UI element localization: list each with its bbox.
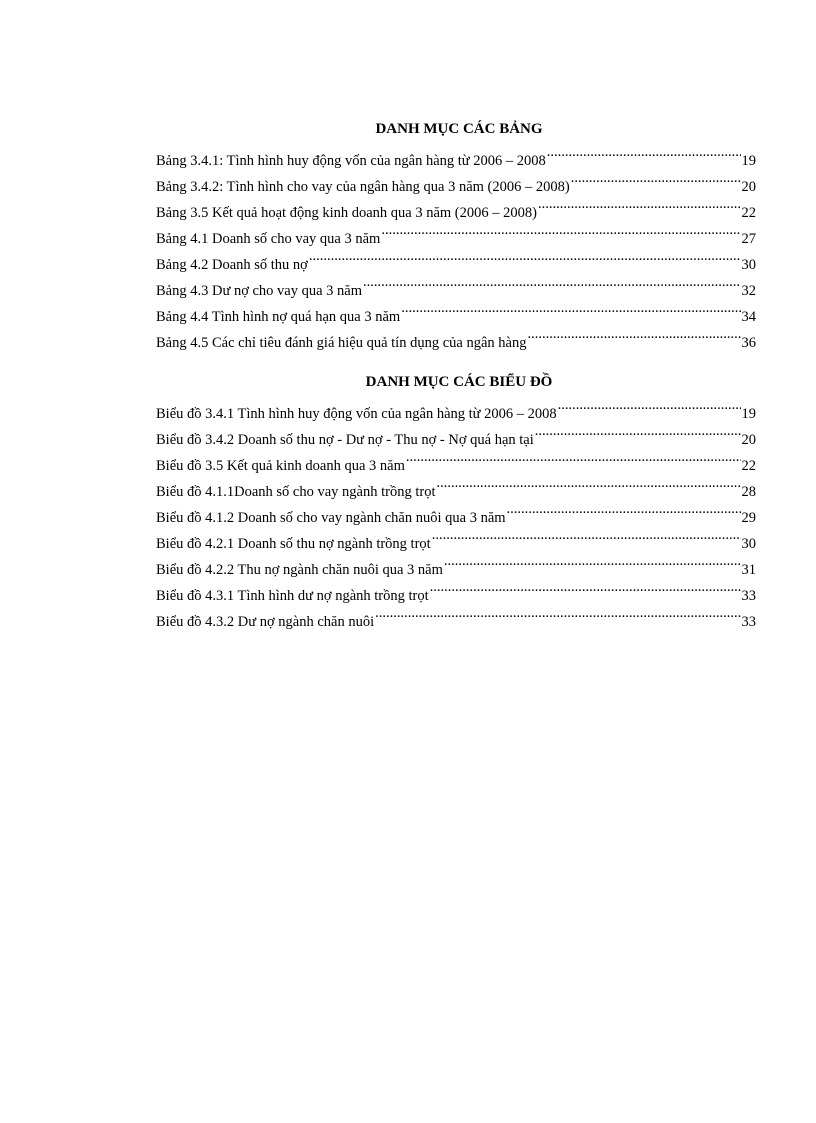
toc-entry-label: Bảng 4.5 Các chỉ tiêu đánh giá hiệu quả tín dụng của ngân hàng xyxy=(156,335,527,351)
dot-leader xyxy=(437,470,741,496)
toc-entry-label: Bảng 4.2 Doanh số thu nợ xyxy=(156,257,308,273)
toc-entry-page: 29 xyxy=(741,510,756,526)
toc-entry-page: 22 xyxy=(741,205,756,221)
toc-entry-page: 30 xyxy=(741,257,756,273)
charts-list xyxy=(156,392,756,630)
dot-leader xyxy=(444,548,741,574)
document-page xyxy=(156,119,756,630)
toc-entry-label: Biểu đồ 3.5 Kết quả kinh doanh qua 3 năm xyxy=(156,458,405,474)
toc-entry-page: 31 xyxy=(741,562,756,578)
dot-leader xyxy=(558,392,741,418)
toc-entry-label: Biểu đồ 3.4.2 Doanh số thu nợ - Dư nợ - Thu nợ - Nợ quá hạn tại xyxy=(156,432,534,448)
dot-leader xyxy=(381,217,740,243)
toc-entry-label: Bảng 3.4.2: Tình hình cho vay của ngân hàng qua 3 năm (2006 – 2008) xyxy=(156,179,570,195)
toc-entry-label: Bảng 4.4 Tình hình nợ quá hạn qua 3 năm xyxy=(156,309,401,325)
toc-entry-page: 22 xyxy=(741,458,756,474)
dot-leader xyxy=(401,295,740,321)
toc-entry-label: Bảng 3.4.1: Tình hình huy động vốn của ngân hàng từ 2006 – 2008 xyxy=(156,153,546,169)
tables-section-title: DANH MỤC CÁC BẢNG xyxy=(375,121,543,137)
toc-entry-page: 33 xyxy=(741,588,756,604)
toc-entry-page: 30 xyxy=(741,536,756,552)
toc-entry-page: 33 xyxy=(741,614,756,630)
dot-leader xyxy=(571,165,741,191)
toc-entry-page: 28 xyxy=(741,484,756,500)
dot-leader xyxy=(538,191,741,217)
toc-entry-label: Biểu đồ 4.2.2 Thu nợ ngành chăn nuôi qua 3 năm xyxy=(156,562,443,578)
toc-entry-label: Bảng 4.3 Dư nợ cho vay qua 3 năm xyxy=(156,283,363,299)
toc-entry-label: Biểu đồ 4.3.2 Dư nợ ngành chăn nuôi xyxy=(156,614,375,630)
toc-entry-label: Biểu đồ 4.1.2 Doanh số cho vay ngành chăn nuôi qua 3 năm xyxy=(156,510,506,526)
toc-entry-page: 32 xyxy=(741,283,756,299)
toc-entry-page: 34 xyxy=(741,309,756,325)
toc-entry-label: Biểu đồ 4.3.1 Tình hình dư nợ ngành trồng trọt xyxy=(156,588,429,604)
charts-section-title: DANH MỤC CÁC BIỂU ĐỒ xyxy=(365,374,553,390)
toc-entry-page: 19 xyxy=(741,153,756,169)
toc-entry[interactable] xyxy=(156,139,756,169)
toc-entry-label: Biểu đồ 3.4.1 Tình hình huy động vốn của ngân hàng từ 2006 – 2008 xyxy=(156,406,557,422)
toc-entry-label: Biểu đồ 4.2.1 Doanh số thu nợ ngành trồng trọt xyxy=(156,536,431,552)
toc-entry-label: Biểu đồ 4.1.1Doanh số cho vay ngành trồng trọt xyxy=(156,484,436,500)
toc-entry-page: 36 xyxy=(741,335,756,351)
dot-leader xyxy=(432,522,741,548)
toc-entry-page: 20 xyxy=(741,432,756,448)
dot-leader xyxy=(527,321,740,347)
toc-entry-label: Bảng 4.1 Doanh số cho vay qua 3 năm xyxy=(156,231,381,247)
dot-leader xyxy=(363,269,740,295)
toc-entry[interactable] xyxy=(156,392,756,422)
tables-list xyxy=(156,139,756,351)
dot-leader xyxy=(547,139,741,165)
toc-entry-page: 19 xyxy=(741,406,756,422)
dot-leader xyxy=(406,444,741,470)
dot-leader xyxy=(430,574,741,600)
dot-leader xyxy=(507,496,741,522)
dot-leader xyxy=(535,418,741,444)
toc-entry-page: 20 xyxy=(741,179,756,195)
dot-leader xyxy=(309,243,741,269)
dot-leader xyxy=(375,600,740,626)
toc-entry-page: 27 xyxy=(741,231,756,247)
toc-entry-label: Bảng 3.5 Kết quả hoạt động kinh doanh qua 3 năm (2006 – 2008) xyxy=(156,205,537,221)
